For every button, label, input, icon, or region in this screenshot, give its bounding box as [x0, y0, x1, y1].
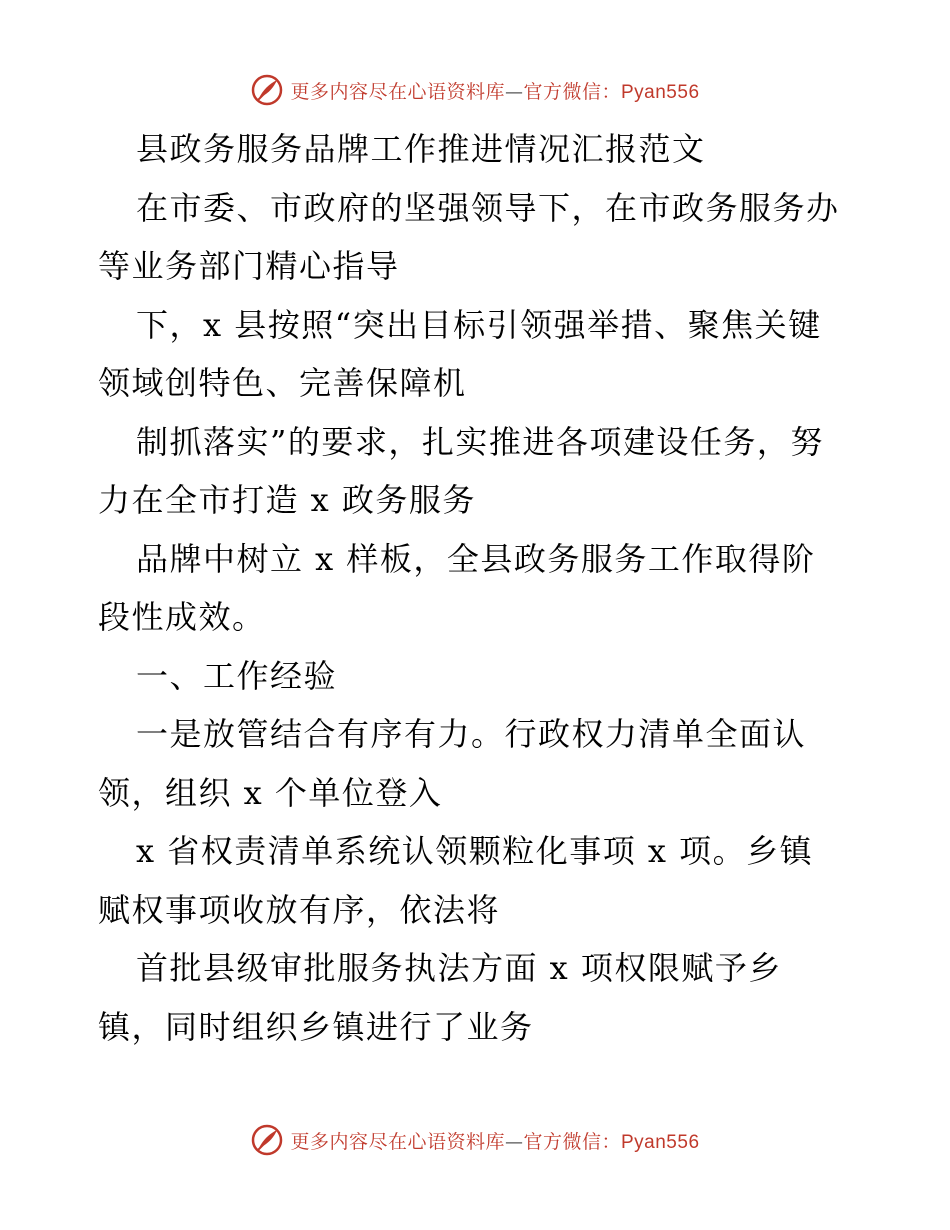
- watermark-main-text: 更多内容尽在心语资料库: [290, 1130, 505, 1153]
- text-line: 县政务服务品牌工作推进情况汇报范文: [136, 130, 706, 168]
- text-line: 一、工作经验: [136, 656, 338, 695]
- text-line: 制抓落实”的要求，扎实推进各项建设任务，努: [136, 422, 824, 461]
- watermark-separator: —: [504, 1131, 524, 1153]
- header-watermark: [0, 70, 950, 110]
- text-line: 在市委、市政府的坚强领导下，在市政务服务办: [136, 188, 840, 227]
- text-line: 赋权事项收放有序，依法将: [98, 890, 501, 929]
- text-line: 一是放管结合有序有力。行政权力清单全面认: [136, 715, 807, 753]
- watermark-separator: —: [504, 81, 524, 103]
- text-line: 镇，同时组织乡镇进行了业务: [98, 1007, 534, 1046]
- text-line: 力在全市打造 x 政务服务: [98, 481, 476, 519]
- text-line: 领，组织 x 个单位登入: [98, 773, 443, 812]
- text-line: 领域创特色、完善保障机: [98, 364, 467, 402]
- feather-pen-logo-icon: [250, 73, 284, 107]
- text-line: 等业务部门精心指导: [98, 247, 400, 285]
- watermark-official-text: 官方微信：: [523, 80, 621, 103]
- watermark-main-text: 更多内容尽在心语资料库: [290, 80, 505, 103]
- text-line: 下，x 县按照“突出目标引领强举措、聚焦关键: [136, 305, 822, 344]
- text-line: 段性成效。: [98, 598, 266, 636]
- text-line: 首批县级审批服务执法方面 x 项权限赋予乡: [136, 949, 782, 987]
- text-line: x 省权责清单系统认领颗粒化事项 x 项。乡镇: [136, 832, 814, 870]
- text-line: 品牌中树立 x 样板，全县政务服务工作取得阶: [136, 539, 816, 578]
- feather-pen-logo-icon: [250, 1123, 284, 1157]
- watermark-official-text: 官方微信：: [523, 1130, 621, 1153]
- watermark-handle: Pyan556: [621, 1131, 700, 1153]
- footer-watermark: [0, 1120, 950, 1160]
- watermark-handle: Pyan556: [621, 81, 700, 103]
- document-body: [98, 120, 858, 1056]
